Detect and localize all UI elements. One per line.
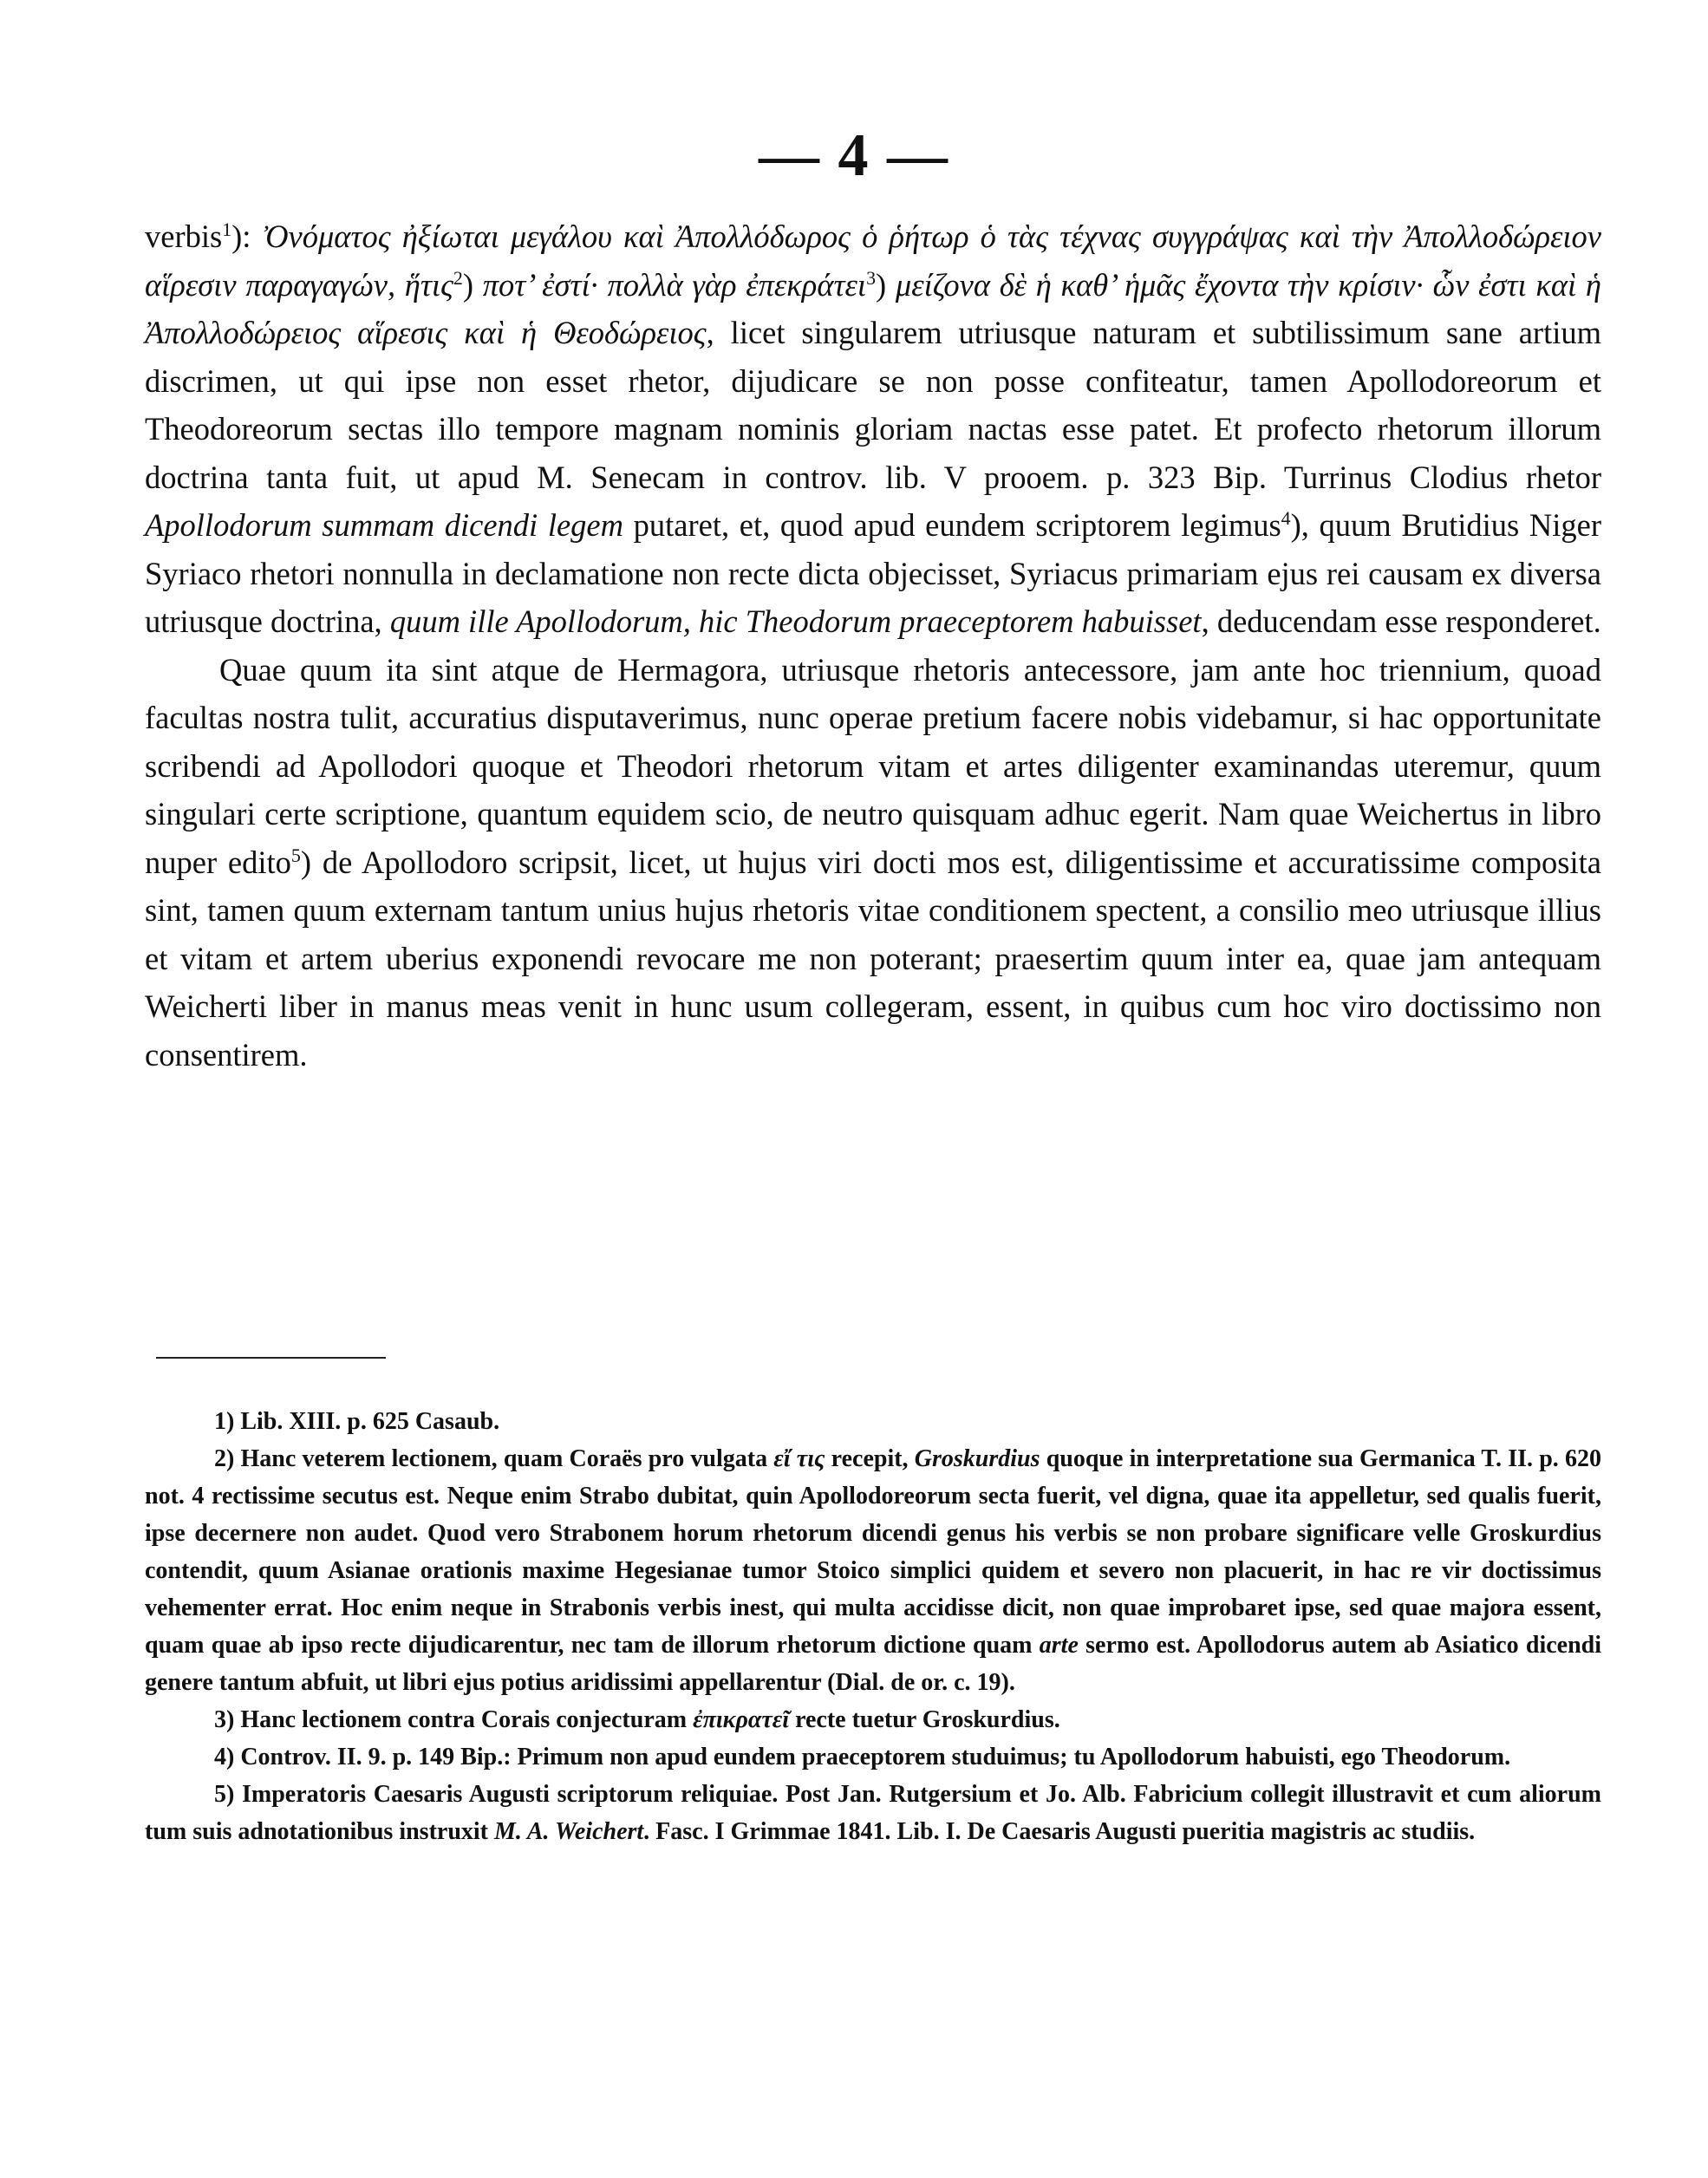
text-run: sermo est. Apollodorus autem ab Asiatico dicendi genere tantum abfuit, ut libri ejus potius aridissimi appellarentur (Dial. de or. c. 19). xyxy=(145,1632,1601,1696)
text-run: 3) Hanc lectionem contra Corais conjecturam xyxy=(214,1706,694,1733)
greek-word: εἴ τις xyxy=(773,1445,825,1472)
greek-word: ἐπικρατεῖ xyxy=(693,1706,790,1733)
footnotes xyxy=(145,1403,1601,1850)
footnote-1: 1) Lib. XIII. p. 625 Casaub. xyxy=(214,1408,500,1435)
text-run: Quae quum ita sint atque de Hermagora, utriusque rhetoris antecessore, jam ante hoc triennium, quoad facultas nostra tulit, accuratius disputaverimus, nunc operae pretium facere nobis videbamur, si hac opportunitate scribendi ad Apollodori quoque et Theodori rhetorum vitam et artes diligenter examinandas uteremur, quum singulari certe scriptione, quantum equidem scio, de neutro quisquam adhuc egerit. Nam quae Weichertus in libro nuper edito xyxy=(145,651,1601,880)
footnote-3 xyxy=(145,1701,1601,1738)
text-run: 2) Hanc veterem lectionem, quam Coraës pro vulgata xyxy=(214,1445,774,1472)
paragraph-1 xyxy=(145,212,1601,646)
italic-name: Groskurdius xyxy=(914,1445,1040,1472)
text-run: putaret, et, quod apud eundem scriptorem legimus xyxy=(623,507,1281,543)
text-run: recte tuetur Groskurdius. xyxy=(789,1706,1060,1733)
text-run: . Fasc. I Grimmae 1841. Lib. I. De Caesaris Augusti pueritia magistris ac studiis. xyxy=(643,1818,1476,1845)
footnote-ref-5: 5 xyxy=(290,844,301,866)
footnote-ref-3: 3 xyxy=(866,266,877,289)
text-run: ), quum Brutidius Niger Syriaco rhetori nonnulla in declamatione non recte dicta objecisset, Syriacus primariam ejus rei causam ex diversa utriusque doctrina, xyxy=(145,507,1601,639)
footnote-divider xyxy=(156,1357,386,1359)
text-run: verbis xyxy=(145,218,223,254)
footnote-4: 4) Controv. II. 9. p. 149 Bip.: Primum non apud eundem praeceptorem studuimus; tu Apollodorum habuisti, ego Theodorum. xyxy=(214,1744,1511,1770)
greek-quotation: μείζονα δὲ ἡ καθ’ ἡμᾶς ἔχοντα τὴν κρίσιν· ὧν ἐστι καὶ ἡ Ἀπολλοδώρειος αἵρεσις καὶ ἡ Θεοδώρειος xyxy=(145,266,1601,350)
text-run: ) xyxy=(876,266,896,303)
text-run: 5) Imperatoris Caesaris Augusti scriptorum reliquiae. Post Jan. Rutgersium et Jo. Alb. Fabricium collegit illustravit et cum aliorum tum suis adnotationibus instruxit xyxy=(145,1781,1601,1845)
greek-quotation: ποτ’ ἐστί· πολλὰ γὰρ ἐπεκράτει xyxy=(482,266,867,303)
footnote-ref-4: 4 xyxy=(1281,506,1291,529)
text-run: ): xyxy=(231,218,263,254)
text-run: quoque in interpretatione sua Germanica T. II. p. 620 not. 4 rectissime secutus est. Neque enim Strabo dubitat, quin Apollodoreorum secta fuerit, vel digna, quae ita appelletur, sed qualis fuerit, ipse decernere non audet. Quod vero Strabonem horum rhetorum dicendi genus his verbis se non probare significare velle Groskurdius contendit, quum Asianae orationis maxime Hegesianae tumor Stoico simplici quidem et severo non placuerit, in hac re vir doctissimus vehementer errat. Hoc enim neque in Strabonis verbis inest, qui multa accidisse dicit, non quae improbaret ipse, sed quae majora essent, quam quae ab ipso recte dijudicarentur, nec tam de illorum rhetorum dictione quam xyxy=(145,1445,1601,1659)
text-run: ) xyxy=(462,266,483,303)
text-run: ) de Apollodoro scripsit, licet, ut hujus viri docti mos est, diligentissime et accuratissime composita sint, tamen quum externam tantum unius hujus rhetoris vitae conditionem spectent, a consilio meo utriusque illius et vitam et artem uberius exponendi revocare me non poterant; praesertim quum inter ea, quae jam antequam Weicherti liber in manus meas venit in hunc usum collegeram, essent, in quibus cum hoc viro doctissimo non consentirem. xyxy=(145,844,1601,1073)
paragraph-2 xyxy=(145,646,1601,1079)
italic-quotation: Apollodorum summam dicendi legem xyxy=(145,507,623,543)
footnote-ref-2: 2 xyxy=(453,266,463,289)
greek-quotation: Ὀνόματος ἠξίωται μεγάλου καὶ Ἀπολλόδωρος ὁ ῥήτωρ ὁ τὰς τέχνας συγγράψας καὶ τὴν Ἀπολλοδώρειον αἵρεσιν παραγαγών, ἥτις xyxy=(145,218,1601,303)
footnote-ref-1: 1 xyxy=(222,218,232,240)
main-text xyxy=(145,212,1601,1079)
italic-name: M. A. Weichert xyxy=(494,1818,644,1845)
text-run: , deducendam esse responderet. xyxy=(1201,603,1601,639)
italic-word: arte xyxy=(1039,1632,1079,1659)
footnote-5 xyxy=(145,1776,1601,1850)
text-run: , licet singularem utriusque naturam et subtilissimum sane artium discrimen, ut qui ipse non esset rhetor, dijudicare se non posse confiteatur, tamen Apollodoreorum et Theodoreorum sectas illo tempore magnam nominis gloriam nactas esse patet. Et profecto rhetorum illorum doctrina tanta fuit, ut apud M. Senecam in controv. lib. V prooem. p. 323 Bip. Turrinus Clodius rhetor xyxy=(145,315,1601,495)
page-number: — 4 — xyxy=(759,122,949,189)
italic-quotation: quum ille Apollodorum, hic Theodorum praeceptorem habuisset xyxy=(389,603,1202,639)
text-run: recepit, xyxy=(825,1445,915,1472)
footnote-2 xyxy=(145,1440,1601,1701)
